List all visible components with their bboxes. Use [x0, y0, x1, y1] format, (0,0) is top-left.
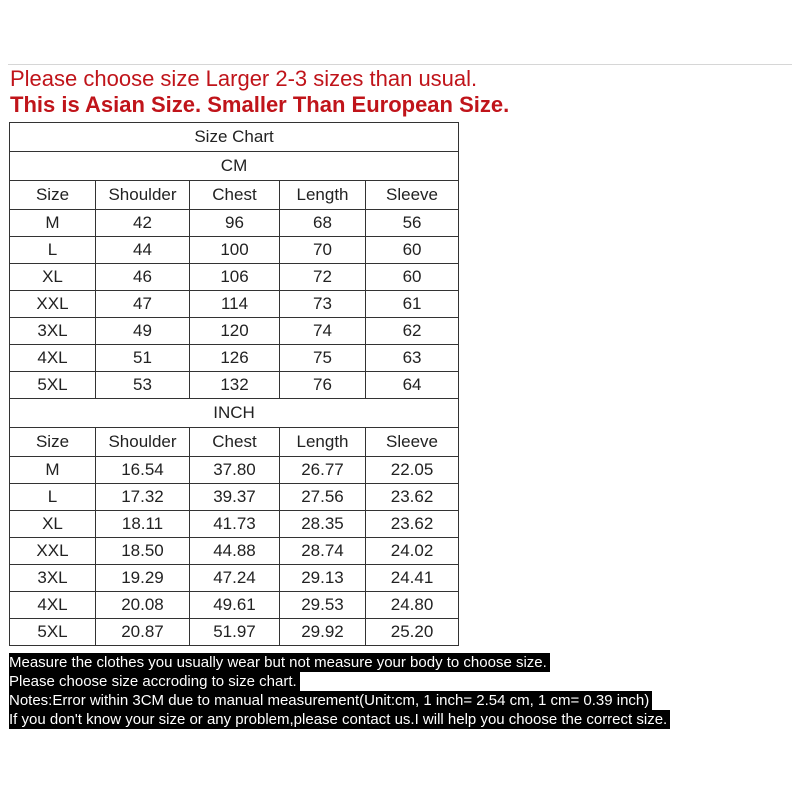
table-cell: 20.08 [96, 592, 190, 619]
table-cell: 4XL [10, 345, 96, 372]
table-cell: 27.56 [280, 484, 366, 511]
table-cell: 16.54 [96, 457, 190, 484]
table-cell: 22.05 [366, 457, 459, 484]
table-cell: 60 [366, 237, 459, 264]
table-row [10, 291, 459, 318]
table-cell: 39.37 [190, 484, 280, 511]
table-cell: XL [10, 511, 96, 538]
table-cell: 3XL [10, 318, 96, 345]
column-header: Shoulder [96, 428, 190, 457]
table-cell: 25.20 [366, 619, 459, 646]
column-header: Sleeve [366, 428, 459, 457]
table-cell: 5XL [10, 372, 96, 399]
table-cell: 29.92 [280, 619, 366, 646]
unit-label: CM [10, 152, 459, 181]
table-cell: 23.62 [366, 484, 459, 511]
column-header: Size [10, 181, 96, 210]
table-cell: 24.41 [366, 565, 459, 592]
table-cell: 70 [280, 237, 366, 264]
table-cell: 76 [280, 372, 366, 399]
table-cell: 100 [190, 237, 280, 264]
table-cell: L [10, 237, 96, 264]
table-cell: 51 [96, 345, 190, 372]
table-cell: 28.35 [280, 511, 366, 538]
unit-label: INCH [10, 399, 459, 428]
column-header: Chest [190, 428, 280, 457]
table-cell: 24.80 [366, 592, 459, 619]
column-header: Shoulder [96, 181, 190, 210]
table-row [10, 538, 459, 565]
table-row [10, 619, 459, 646]
table-cell: 56 [366, 210, 459, 237]
column-header: Chest [190, 181, 280, 210]
table-cell: M [10, 210, 96, 237]
unit-row [10, 152, 459, 181]
table-cell: 73 [280, 291, 366, 318]
table-cell: M [10, 457, 96, 484]
table-cell: XXL [10, 291, 96, 318]
table-cell: 28.74 [280, 538, 366, 565]
table-row [10, 511, 459, 538]
table-cell: 74 [280, 318, 366, 345]
size-chart-body [10, 123, 459, 646]
table-cell: 51.97 [190, 619, 280, 646]
size-chart-table [9, 122, 459, 646]
unit-row [10, 399, 459, 428]
table-cell: 4XL [10, 592, 96, 619]
table-cell: 17.32 [96, 484, 190, 511]
note-line: Please choose size accroding to size chart. [9, 672, 300, 691]
table-cell: 68 [280, 210, 366, 237]
table-cell: 20.87 [96, 619, 190, 646]
table-cell: 53 [96, 372, 190, 399]
table-cell: 47 [96, 291, 190, 318]
table-cell: 29.53 [280, 592, 366, 619]
table-cell: 75 [280, 345, 366, 372]
table-cell: 47.24 [190, 565, 280, 592]
table-cell: 24.02 [366, 538, 459, 565]
table-cell: 106 [190, 264, 280, 291]
column-header: Size [10, 428, 96, 457]
table-cell: 62 [366, 318, 459, 345]
top-divider [8, 64, 792, 65]
note-line: Notes:Error within 3CM due to manual measurement(Unit:cm, 1 inch= 2.54 cm, 1 cm= 0.39 inch) [9, 691, 652, 710]
table-row [10, 345, 459, 372]
table-row [10, 318, 459, 345]
table-cell: XL [10, 264, 96, 291]
table-cell: 18.50 [96, 538, 190, 565]
header-row [10, 181, 459, 210]
table-cell: 44.88 [190, 538, 280, 565]
headline-size-advice: Please choose size Larger 2-3 sizes than usual. [10, 66, 478, 91]
table-title-row [10, 123, 459, 152]
table-cell: 132 [190, 372, 280, 399]
table-cell: 61 [366, 291, 459, 318]
table-cell: 46 [96, 264, 190, 291]
table-cell: 96 [190, 210, 280, 237]
table-row [10, 457, 459, 484]
column-header: Length [280, 181, 366, 210]
table-cell: 49.61 [190, 592, 280, 619]
table-row [10, 210, 459, 237]
table-row [10, 264, 459, 291]
table-cell: 29.13 [280, 565, 366, 592]
table-cell: XXL [10, 538, 96, 565]
header-row [10, 428, 459, 457]
headline-asian-size-warning: This is Asian Size. Smaller Than European Size. [10, 92, 510, 117]
note-line: If you don't know your size or any problem,please contact us.I will help you choose the correct size. [9, 710, 670, 729]
table-cell: 114 [190, 291, 280, 318]
table-cell: 5XL [10, 619, 96, 646]
table-cell: 72 [280, 264, 366, 291]
table-cell: 42 [96, 210, 190, 237]
table-cell: 49 [96, 318, 190, 345]
table-title: Size Chart [10, 123, 459, 152]
table-cell: 23.62 [366, 511, 459, 538]
table-cell: 3XL [10, 565, 96, 592]
table-cell: 126 [190, 345, 280, 372]
table-row [10, 237, 459, 264]
table-row [10, 484, 459, 511]
table-cell: 64 [366, 372, 459, 399]
table-cell: 37.80 [190, 457, 280, 484]
table-cell: 18.11 [96, 511, 190, 538]
table-cell: 63 [366, 345, 459, 372]
table-cell: 60 [366, 264, 459, 291]
table-cell: 19.29 [96, 565, 190, 592]
table-cell: 41.73 [190, 511, 280, 538]
notes-block [9, 653, 670, 729]
table-cell: L [10, 484, 96, 511]
table-cell: 44 [96, 237, 190, 264]
column-header: Length [280, 428, 366, 457]
table-row [10, 372, 459, 399]
table-row [10, 592, 459, 619]
table-cell: 120 [190, 318, 280, 345]
note-line: Measure the clothes you usually wear but not measure your body to choose size. [9, 653, 550, 672]
table-row [10, 565, 459, 592]
column-header: Sleeve [366, 181, 459, 210]
table-cell: 26.77 [280, 457, 366, 484]
